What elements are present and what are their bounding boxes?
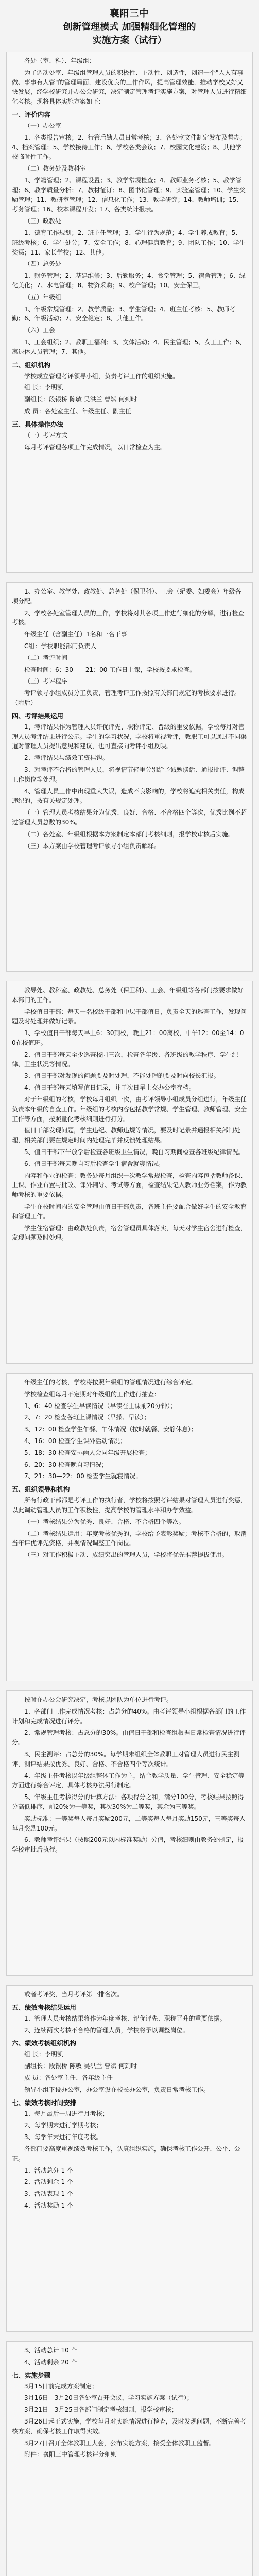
paragraph: 1、考评结果作为管理人员评优评先、职称评定、晋级的重要依据，学校每月对管理人员考评结果进行公示。学生的学习状况，学校将重视考评，教职工可以通过不同渠道对管理人员提出意见和建议，也可直接向考评小组反映。 xyxy=(12,723,247,750)
paragraph: 4、活动奖励 1 个 xyxy=(24,2201,73,2209)
document-title-line2: 实施方案（试行） xyxy=(92,35,167,46)
paragraph: 6、20：30 检查晚自习情况； xyxy=(24,1461,108,1468)
paragraph: 附件：襄阳三中管理考核评分细则 xyxy=(24,2451,117,2459)
paragraph: 2、7：20 检查各班上课情况（早操、早读）； xyxy=(24,1414,150,1421)
paragraph: 1、工会组织；2、教职工福利；3、文体活动；4、民主管理；5、女工工作；6、离退休人员管理；7、其他。 xyxy=(12,338,246,355)
section-7 xyxy=(6,2341,253,2576)
paragraph: 1、学籍管理；2、课程设置；3、教学常规检查；4、教师业务考核；5、教学管理；6、教学质量分析；7、教材征订；8、图书馆管理；9、实验室管理；10、学生奖励管理；11、教研室管理；12、信息化工作；13、教学研究；14、教师培训；15、考务管理；16、校本课程开发；17、各类统计报表。 xyxy=(12,176,246,213)
paragraph: 副组长：段银桥 陈敏 吴洪兰 曹斌 何到时 xyxy=(24,396,137,403)
paragraph: 7、21：30—22：00 检查学生就寝情况。 xyxy=(24,1472,142,1480)
paragraph: 年级主任（含副主任）1名和一名干事 xyxy=(24,631,127,638)
paragraph: （一）考核结果分为优秀、良好、合格、不合格四个等次。 xyxy=(24,1518,185,1526)
section-heading: 四、考评结果运用 xyxy=(12,711,64,720)
paragraph: 2、常规管理考核：占总分的30%。由值日干部和检查组根据日常检查情况进行评分。 xyxy=(12,1729,246,1747)
paragraph: 组 长：李明凯 xyxy=(24,384,63,392)
paragraph: （一）办公室 xyxy=(24,122,62,129)
section-heading: 五、组织领导和机构 xyxy=(12,1485,70,1494)
paragraph: 成 员：各处室主任、年级主任、副主任 xyxy=(24,407,131,415)
section-heading: 一、评价内容 xyxy=(12,110,51,118)
paragraph: 3月21日—3月25日各部门制定考核细则，报学校审核； xyxy=(24,2406,178,2414)
paragraph: 3、12：00 检查学生午餐、午休情况（按时就餐、安静休息）； xyxy=(24,1426,197,1433)
paragraph: 为了调动处室、年级组管理人员的积极性、主动性、创造性，创造一个"人人有事做、事事有人管"的管理局面，建设优良的工作作风，提高管理效能，推动学校又好又快发展，经学校研究并办公会研究，决定制定管理考评实施方案，对管理人员进行精细化考核。现将具体实施方案如下： xyxy=(12,69,247,106)
paragraph: 1、学校值日干部每天早上6：30到校，晚上21：00离校，中午12：00至14：00在校值班。 xyxy=(12,1029,244,1046)
paragraph: （三）考评程序 xyxy=(24,677,68,685)
paragraph: 值日干部发现问题，学生违纪、教师违规等情况，要及时记录并通报相关部门处理，相关部门要在规定时间内处理完毕并反馈处理结果。 xyxy=(12,1127,241,1144)
paragraph: （二）考评时间 xyxy=(24,654,68,662)
paragraph: 3、民主测评：占总分的30%。每学期末组织全体教职工对管理人员进行民主测评，测评结果按优秀、良好、合格、不合格四个等次统计。 xyxy=(12,1750,240,1768)
paragraph: 1、活动总分 1 个 xyxy=(24,2166,73,2174)
paragraph: 1、办公室、教学处、政教处、总务处（保卫科）、工会（纪委、妇委会）年级各项分配。 xyxy=(12,588,241,605)
paragraph: 学生在校时间内的安全管理由值日干部负责，各班主任要配合做好学生的安全教育和管理工作。 xyxy=(12,1202,247,1220)
paragraph: 成 员：各处室主任、各年级主任 xyxy=(24,2074,113,2081)
paragraph: 学校检查组每月不定期对年级组的工作进行抽查： xyxy=(24,1390,161,1398)
paragraph: （二）考核结果运用：年度考核优秀的，学校给予表彰奖励；考核不合格的，取消当年评优评先资格，并视情况调整工作岗位。 xyxy=(12,1530,247,1547)
paragraph: 3、活动总计 10 个 xyxy=(24,2347,77,2354)
paragraph: 2、考评结果与绩效工资挂钩。 xyxy=(24,754,109,762)
paragraph: 4、16：00 检查学生课外活动情况； xyxy=(24,1437,126,1445)
paragraph: 学校成立管理考评领导小组，负责考评工作的组织实施。 xyxy=(24,372,179,380)
paragraph: 所有行政干部都是考评工作的执行者，学校将按照考评结果对管理人员进行奖惩，以此调动管理人员的工作积极性，提高学校的管理水平和办学效益。 xyxy=(12,1497,247,1514)
paragraph: 2、活动剩余 1 个 xyxy=(24,2178,73,2186)
paragraph: （二）教务处及教科室 xyxy=(24,165,87,173)
paragraph: 按时在办公会研究决定，考核以团队为单位进行考评。 xyxy=(24,1696,173,1703)
paragraph: 副组长：段银桥 陈敏 吴洪兰 曹斌 何到时 xyxy=(24,2062,137,2070)
paragraph: 每月考评管理各项工作完成情况，以日常检查为主。 xyxy=(24,443,167,451)
paragraph: （六）工会 xyxy=(24,327,56,334)
paragraph: 检查时间：6：30——21：00 工作日上课，学校按要求检查。 xyxy=(24,666,196,673)
paragraph: 3、值日干部对发现的问题要及时处理，不能处理的要及时向校长汇报。 xyxy=(24,1072,220,1080)
paragraph: 1、财务管理；2、基建维修；3、后勤服务；4、食堂管理；5、宿舍管理；6、绿化美化；7、水电管理；8、物资采购；9、校产管理；10、安全保卫。 xyxy=(12,272,246,289)
paragraph: 2、每学期末进行学期考核； xyxy=(24,2122,102,2129)
paragraph: 3月16日—3月20日各处室召开会议，学习实施方案（试行）； xyxy=(24,2394,193,2402)
section-6 xyxy=(6,1985,253,2332)
paragraph: （五）年级组 xyxy=(24,293,62,301)
section-heading: 七、实施步骤 xyxy=(12,2371,51,2379)
paragraph: 3月27日召开全体教职工大会，公布实施方案，接受全体教职工监督。 xyxy=(24,2439,215,2447)
section-1 xyxy=(6,52,253,573)
paragraph: 3、活动表现 1 个 xyxy=(24,2190,73,2198)
paragraph: 各部门要高度重视绩效考核工作，认真组织实施，确保考核工作公开、公平、公正。 xyxy=(12,2145,241,2162)
paragraph: 组 长：李明凯 xyxy=(24,2050,63,2058)
paragraph: 4、值日干部每天填写值日记录，并于次日早上交办公室存档。 xyxy=(24,1084,195,1092)
paragraph: 2、值日干部每天至少巡查校园三次，检查各年级、各班级的教学秩序、学生纪律、卫生状况等情况。 xyxy=(12,1050,238,1068)
paragraph: 领导小组下设办公室，办公室设在校长办公室，负责日常考核工作。 xyxy=(24,2086,210,2093)
paragraph: 对于年级组的考核，学校每月组织一次，由考评领导小组成员分组进行，年级主任负责本年级的自查工作。年级组的考核内容包括教学常规、学生管理、教师管理、安全工作等方面，按照量化考核细则进行打分。 xyxy=(12,1095,247,1123)
paragraph: 2、学校各处室管理人员的工作，学校将对其各项工作进行细化的分解，进行检查考核。 xyxy=(12,609,245,626)
paragraph: 1、各部门工作完成情况考核：占总分的40%。由考评领导小组根据各部门的工作计划和完成情况进行评分。 xyxy=(12,1707,246,1725)
paragraph: 或者考评奖，当月考评第一排名次。 xyxy=(24,1991,124,1998)
section-2 xyxy=(6,582,253,972)
section-4 xyxy=(6,1373,253,1681)
paragraph: 学生住宿管理：由政教处负责，宿舍管理员具体落实，每天对学生宿舍进行检查，发现问题及时处理。 xyxy=(12,1224,247,1242)
paragraph: 1、德育工作规划；2、班主任管理；3、学生行为规范；4、学生养成教育；5、班级考核；6、学生处分；7、安全工作；8、心理健康教育；9、团队工作；10、学生奖惩；11、家长学校；12、其他。 xyxy=(12,229,246,256)
paragraph: （一）管理人员考核结果分为优秀、良好、合格、不合格四个等次，优秀比例不超过管理人员总数的30%。 xyxy=(12,809,247,826)
paragraph: 1、管理人员考核结果将作为年度考核、评优评先、职称晋升的重要依据。 xyxy=(24,2014,226,2022)
paragraph: 考评领导小组成员分工负责，管理考评工作按照有关部门规定的考核要求进行。（附后） xyxy=(12,689,241,706)
paragraph: 年级主任的考核，学校将按照年级组的管理情况进行综合评定。 xyxy=(24,1379,198,1386)
paragraph: （三）对工作积极主动、成绩突出的管理人员，学校将优先推荐提拔使用。 xyxy=(24,1551,229,1559)
paragraph: 4、年级主任考核以年级组整体工作为主，结合教学质量、学生管理、安全稳定等方面进行综合评定，具体考核办法另行制定。 xyxy=(12,1772,245,1789)
paragraph: （二）各处室、年级组根据本方案制定本部门考核细则，报学校审核后实施。 xyxy=(24,830,235,838)
section-5 xyxy=(6,1690,253,1976)
paragraph: 6、教师考评结果（按照200元以内标准奖励）分值，考核细则由教务处制定，报学校审批后执行。 xyxy=(12,1836,244,1854)
paragraph: （三）政教处 xyxy=(24,217,62,225)
paragraph: 3月26日起正式实施，学校每月对实施情况进行检查，及时发现问题，不断完善考核方案，确保考核工作取得实效。 xyxy=(12,2417,246,2435)
paragraph: （三）本方案由学校管理考评领导小组负责解释。 xyxy=(24,842,161,850)
school-name: 襄阳三中 xyxy=(110,8,149,19)
section-heading: 五、绩效考核结果运用 xyxy=(12,2003,77,2011)
paragraph: 2、连续两次考核不合格的管理人员，学校将予以调整岗位。 xyxy=(24,2026,189,2034)
paragraph: 内容和作业的检查：教务处每月组织一次教学常规检查，检查内容包括教师备课、上课、作业布置与批改、课外辅导、考试等方面，检查结果记入教师业务档案，作为教师考核的重要依据。 xyxy=(12,1172,247,1199)
paragraph: 各处（室、科）、年级组： xyxy=(24,57,96,64)
section-heading: 六、绩效考核组织机构 xyxy=(12,2039,77,2047)
paragraph: 奖励标准：一等奖每人每月奖励200元，二等奖每人每月奖励150元，三等奖每人每月奖励100元。 xyxy=(12,1815,246,1832)
paragraph: 1、每月最后一周进行月考核； xyxy=(24,2110,109,2117)
paragraph: 1、各类报告审核；2、行管后勤人员日常考核；3、各处室文件制定发布及督办；4、档案管理；5、学校接待工作；6、学校各类会议；7、校园文化建设；8、其他学校临时性工作。 xyxy=(12,133,246,161)
paragraph: 3月15日前完成方案制定； xyxy=(24,2382,98,2390)
paragraph: 3、对考评不合格的管理人员，将视情节轻重分别给予诫勉谈话、通报批评、调整工作岗位等处理。 xyxy=(12,766,245,783)
paragraph: 1、6：40 检查学生早读情况（早读在上课前20分钟）； xyxy=(24,1402,177,1410)
paragraph: 学校值日干部：每天一名校级干部和中层干部值日，负责全天的巡查工作，发现问题及时处理并做好记录。 xyxy=(12,1008,247,1025)
paragraph: 1、年级常规管理；2、教学质量；3、学生管理；4、班主任考核；5、教师考勤；6、年级活动；7、安全稳定；8、其他工作。 xyxy=(12,305,236,323)
paragraph: 3、每学年末进行年度考核。 xyxy=(24,2133,102,2141)
section-heading: 三、具体操作办法 xyxy=(12,420,64,428)
document-title-line1: 创新管理模式 加强精细化管理的 xyxy=(63,22,196,32)
section-3 xyxy=(6,981,253,1364)
paragraph: （一）考评方式 xyxy=(24,431,68,439)
paragraph: C组：学校职能部门负责人 xyxy=(24,642,97,650)
document-body xyxy=(6,52,253,2576)
paragraph: （四）总务处 xyxy=(24,260,62,268)
paragraph: 5、年级主任考核得分的计算方法：各项得分之和，满分100分，考核结果按照得分高低排序，前20%为一等奖，其次30%为二等奖，其余为三等奖。 xyxy=(12,1793,244,1810)
section-heading: 二、组织机构 xyxy=(12,361,51,369)
section-heading: 七、绩效考核时间安排 xyxy=(12,2098,77,2107)
paragraph: 教导处、教科室、政教处、总务处（保卫科）、工会、年级组等各部门按要求做好本部门的工作。 xyxy=(12,987,244,1004)
paragraph: 6、值日干部每天晚自习后检查学生宿舍就寝情况。 xyxy=(24,1160,164,1167)
paragraph: 4、管理人员工作中出现重大失误，造成不良影响的，学校将追究相关责任，构成违纪的，按有关规定处理。 xyxy=(12,787,245,805)
paragraph: 4、活动剩余 20 个 xyxy=(24,2358,77,2366)
paragraph: 5、18：30 检查安排两人会同年级开展检查； xyxy=(24,1449,151,1456)
document-header xyxy=(6,7,253,47)
paragraph: 5、值日干部下午放学后检查各班级卫生情况，晚自习期间检查各班级纪律情况。 xyxy=(24,1148,245,1156)
